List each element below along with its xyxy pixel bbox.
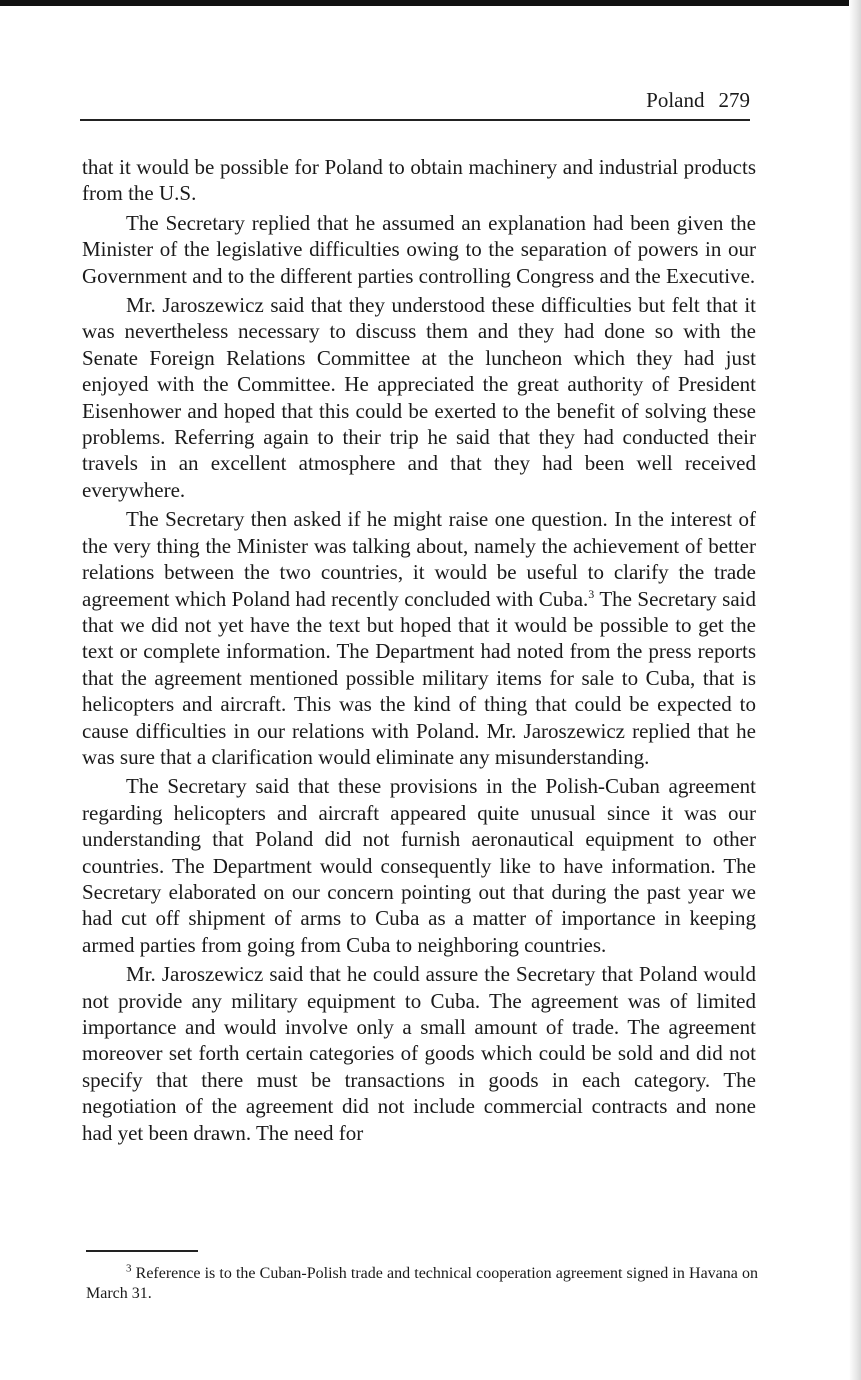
header-rule [80, 119, 750, 121]
paragraph-text: The Secretary said that we did not yet have the text but hoped that it would be possible to get the text or complete information. The Department had noted from the press reports that the agreement mentioned possible military items for sale to Cuba, that is helicopters and aircraft. This was the kind of thing that could be expected to cause difficulties in our relations with Poland. Mr. Jaroszewicz replied that he was sure that a clarification would eliminate any misunderstanding. [82, 586, 756, 769]
paragraph [82, 506, 756, 770]
footnote-reference: 3 [588, 586, 595, 601]
paragraph: that it would be possible for Poland to obtain machinery and industrial products from the U.S. [82, 155, 756, 206]
paragraph: Mr. Jaroszewicz said that he could assure the Secretary that Poland would not provide any military equipment to Cuba. The agreement was of limited importance and would involve only a small amount of trade. The agreement moreover set forth certain categories of goods which could be sold and did not specify that there must be transactions in goods in each category. The negotiation of the agreement did not include commercial contracts and none had yet been drawn. The need for [82, 962, 756, 1145]
paragraph: The Secretary said that these provisions in the Polish-Cuban agreement regarding helicopters and aircraft appeared quite unusual since it was our understanding that Poland did not furnish aeronautical equipment to other countries. The Department would consequently like to have information. The Secretary elaborated on our concern pointing out that during the past year we had cut off shipment of arms to Cuba as a matter of importance in keeping armed parties from going from Cuba to neighboring countries. [82, 774, 756, 957]
page-header [80, 88, 750, 116]
footnote [86, 1264, 758, 1304]
footnote-number: 3 [126, 1262, 132, 1275]
scan-top-edge [0, 0, 861, 6]
paragraph: The Secretary replied that he assumed an explanation had been given the Minister of the legislative difficulties owing to the separation of powers in our Government and to the different parties controlling Congress and the Executive. [82, 210, 756, 288]
body-text [82, 154, 756, 1149]
page-number: 279 [718, 88, 750, 112]
footnote-text: Reference is to the Cuban-Polish trade and technical cooperation agreement signed in Havana on March 31. [86, 1265, 759, 1302]
scan-right-edge [849, 0, 861, 1380]
footnote-rule [86, 1250, 198, 1252]
paragraph: Mr. Jaroszewicz said that they understood these difficulties but felt that it was nevertheless necessary to discuss them and they had done so with the Senate Foreign Relations Committee at the luncheon which they had just enjoyed with the Committee. He appreciated the great authority of President Eisenhower and hoped that this could be exerted to the benefit of solving these problems. Referring again to their trip he said that they had conducted their travels in an excellent atmosphere and that they had been well received everywhere. [82, 293, 756, 502]
running-title: Poland [646, 88, 705, 112]
paragraph-text: The Secretary then asked if he might raise one question. In the interest of the very thing the Minister was talking about, namely the achievement of better relations between the two countries, it would be useful to clarify the trade agreement which Poland had recently concluded with Cuba. [82, 507, 756, 611]
